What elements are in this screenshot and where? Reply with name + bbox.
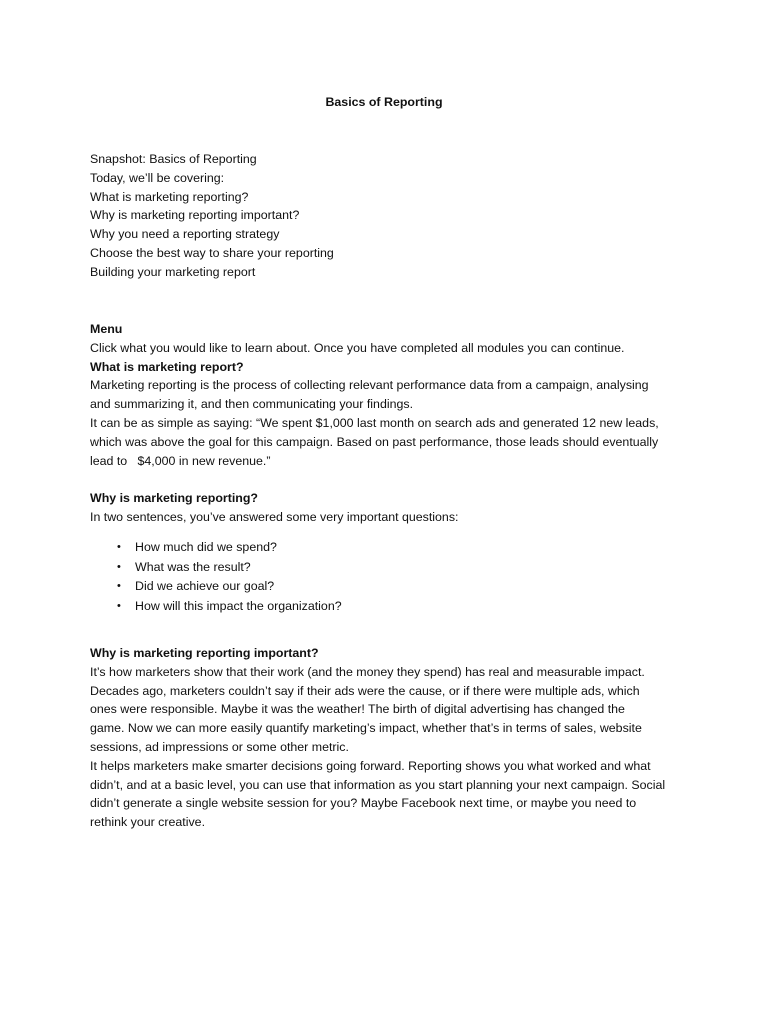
paragraph-line: which was above the goal for this campaign. Based on past performance, those leads should eventually	[90, 434, 659, 449]
document-title: Basics of Reporting	[325, 95, 443, 109]
list-item-text: How much did we spend?	[135, 540, 277, 554]
snapshot-line: Building your marketing report	[90, 264, 256, 279]
list-item-text: What was the result?	[135, 559, 251, 574]
list-item-text: Did we achieve our goal?	[135, 579, 275, 593]
paragraph-line: Marketing reporting is the process of collecting relevant performance data from a campaign, analysing	[90, 378, 649, 393]
paragraph-line: and summarizing it, and then communicating your findings.	[90, 397, 414, 412]
paragraph-line: It’s how marketers show that their work (and the money they spend) has real and measurable impact.	[90, 664, 645, 679]
bullet-icon: •	[117, 599, 121, 612]
list-item-text: How will this impact the organization?	[135, 598, 342, 613]
snapshot-line: What is marketing reporting?	[90, 189, 249, 204]
snapshot-line: Today, we’ll be covering:	[90, 170, 225, 185]
paragraph-line: sessions, ad impressions or some other metric.	[90, 739, 349, 754]
menu-subheading: What is marketing report?	[90, 359, 244, 374]
paragraph-line: ones were responsible. Maybe it was the weather! The birth of digital advertising has changed the	[90, 702, 625, 717]
paragraph-line: rethink your creative.	[90, 815, 206, 830]
questions-list	[90, 538, 690, 616]
paragraph-line: lead to $4,000 in new revenue.”	[90, 453, 271, 468]
list-item	[90, 597, 690, 617]
list-item	[90, 577, 690, 597]
paragraph-line: didn’t, and at a basic level, you can use that information as you start planning your next campaign. Social	[90, 777, 666, 792]
menu-section	[90, 320, 690, 470]
snapshot-heading: Snapshot: Basics of Reporting	[90, 152, 257, 166]
why-intro: In two sentences, you’ve answered some very important questions:	[90, 509, 459, 524]
menu-heading: Menu	[90, 322, 123, 336]
list-item	[90, 538, 690, 558]
list-item	[90, 558, 690, 578]
why-heading: Why is marketing reporting?	[90, 491, 258, 505]
importance-section	[90, 644, 690, 832]
why-section	[90, 489, 690, 527]
bullet-icon: •	[117, 560, 121, 573]
paragraph-line: game. Now we can more easily quantify marketing’s impact, whether that’s in terms of sales, website	[90, 721, 642, 736]
paragraph-line: It helps marketers make smarter decisions going forward. Reporting shows you what worked and what	[90, 758, 651, 773]
paragraph-line: didn’t generate a single website session for you? Maybe Facebook next time, or maybe you need to	[90, 796, 637, 811]
bullet-icon: •	[117, 541, 121, 553]
snapshot-line: Choose the best way to share your reporting	[90, 245, 334, 260]
snapshot-line: Why is marketing reporting important?	[90, 208, 300, 223]
snapshot-section	[90, 150, 690, 282]
snapshot-line: Why you need a reporting strategy	[90, 227, 280, 242]
bullet-icon: •	[117, 580, 121, 592]
paragraph-line: Decades ago, marketers couldn’t say if their ads were the cause, or if there were multiple ads, which	[90, 683, 640, 698]
paragraph-line: It can be as simple as saying: “We spent $1,000 last month on search ads and generated 12 new leads,	[90, 415, 659, 430]
importance-heading: Why is marketing reporting important?	[90, 646, 319, 660]
menu-intro: Click what you would like to learn about. Once you have completed all modules you can continue.	[90, 340, 625, 355]
